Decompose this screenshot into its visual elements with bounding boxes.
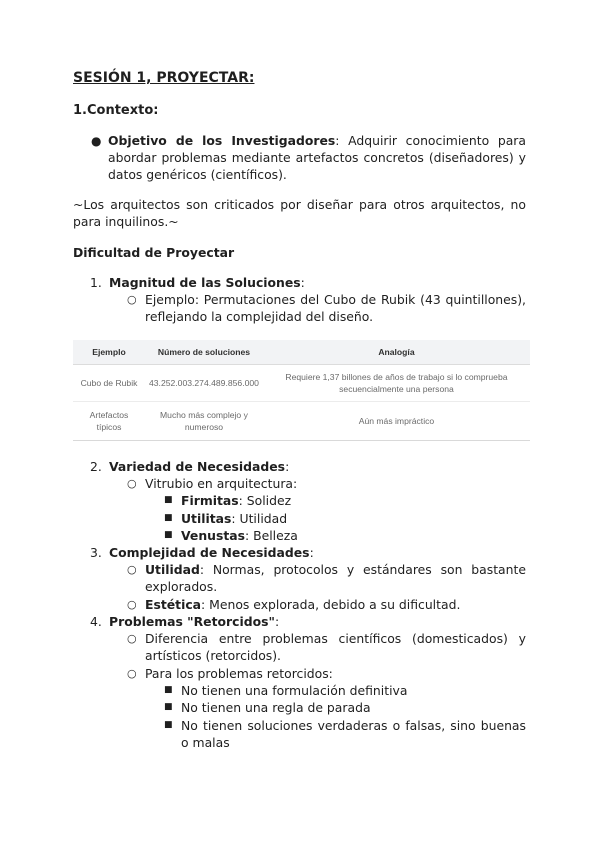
diferencia-line: Diferencia entre problemas científicos (domesticados) y artísticos (retorcidos). [145,631,526,663]
list-number-4: 4. [90,614,102,629]
square-bullet-icon: ■ [164,495,173,505]
utilidad-label: Utilidad [145,562,200,577]
list-item-magnitud [109,274,305,291]
square-bullet-icon: ■ [164,702,173,712]
square-bullet-icon: ■ [164,720,173,730]
list-item-label: Complejidad de Necesidades [109,545,310,560]
utilidad-text: : Normas, protocolos y estándares son bastante explorados. [145,562,526,594]
table-cell: Artefactos típicos [73,402,145,441]
list-number-3: 3. [90,545,102,560]
page-title: SESIÓN 1, PROYECTAR: [73,70,255,86]
list-item-complejidad [109,544,314,561]
firmitas-text: : Solidez [238,493,292,508]
table-cell: 43.252.003.274.489.856.000 [145,365,263,402]
table-header: Número de soluciones [145,340,263,365]
list-item-colon: : [309,545,314,560]
circle-bullet-icon: ○ [127,632,137,645]
list-number-1: 1. [90,275,102,290]
list-item-variedad [109,458,289,475]
utilitas-line [181,510,287,527]
estetica-text: : Menos explorada, debido a su dificultad. [201,597,461,612]
circle-bullet-icon: ○ [127,477,137,490]
estetica-label: Estética [145,597,202,612]
objective-paragraph [108,132,526,183]
objective-text: : Adquirir conocimiento para abordar problemas mediante artefactos concretos (diseñadores) y datos genéricos (científicos). [108,133,526,182]
square-bullet-icon: ■ [164,513,173,523]
circle-bullet-icon: ○ [127,667,137,680]
table-header: Ejemplo [73,340,145,365]
utilitas-text: : Utilidad [231,511,288,526]
estetica-line [145,596,460,613]
circle-bullet-icon: ○ [127,293,137,306]
retorcido-point: No tienen soluciones verdaderas o falsas, sino buenas o malas [181,718,526,750]
list-number-2: 2. [90,459,102,474]
retorcidos-intro: Para los problemas retorcidos: [145,666,333,681]
table-cell: Cubo de Rubik [73,365,145,402]
utilidad-line [145,561,526,595]
square-bullet-icon: ■ [164,530,173,540]
analogy-table [73,340,530,441]
list-item-label: Problemas "Retorcidos" [109,614,275,629]
table-cell: Aún más impráctico [263,402,530,441]
firmitas-label: Firmitas [181,493,239,508]
firmitas-line [181,492,291,509]
table-header: Analogía [263,340,530,365]
venustas-text: : Belleza [245,528,298,543]
list-item-colon: : [274,614,280,629]
bullet-dot-icon: ● [91,134,102,148]
utilitas-label: Utilitas [181,511,232,526]
list-item-colon: : [285,459,290,474]
list-item-colon: : [300,275,305,290]
list-item-label: Magnitud de las Soluciones [109,275,301,290]
objective-label: Objetivo de los Investigadores [108,133,336,148]
note-paragraph: ~Los arquitectos son criticados por diseñar para otros arquitectos, no para inquilinos.~ [73,197,526,229]
rubik-example: Ejemplo: Permutaciones del Cubo de Rubik (43 quintillones), reflejando la complejidad del diseño. [145,292,526,324]
vitrubio-line: Vitrubio en arquitectura: [145,476,298,491]
list-item-retorcidos [109,613,279,630]
venustas-line [181,527,298,544]
table-cell: Mucho más complejo y numeroso [145,402,263,441]
circle-bullet-icon: ○ [127,598,137,611]
circle-bullet-icon: ○ [127,563,137,576]
table-row [73,402,530,441]
venustas-label: Venustas [181,528,245,543]
square-bullet-icon: ■ [164,685,173,695]
table-cell: Requiere 1,37 billones de años de trabajo si lo comprueba secuencialmente una persona [263,365,530,402]
list-item-label: Variedad de Necesidades [109,459,286,474]
table-row [73,365,530,402]
section-heading-contexto: 1.Contexto: [73,103,159,118]
subheading-dificultad: Dificultad de Proyectar [73,245,235,260]
retorcido-point: No tienen una formulación definitiva [181,683,408,698]
retorcido-point: No tienen una regla de parada [181,700,371,715]
